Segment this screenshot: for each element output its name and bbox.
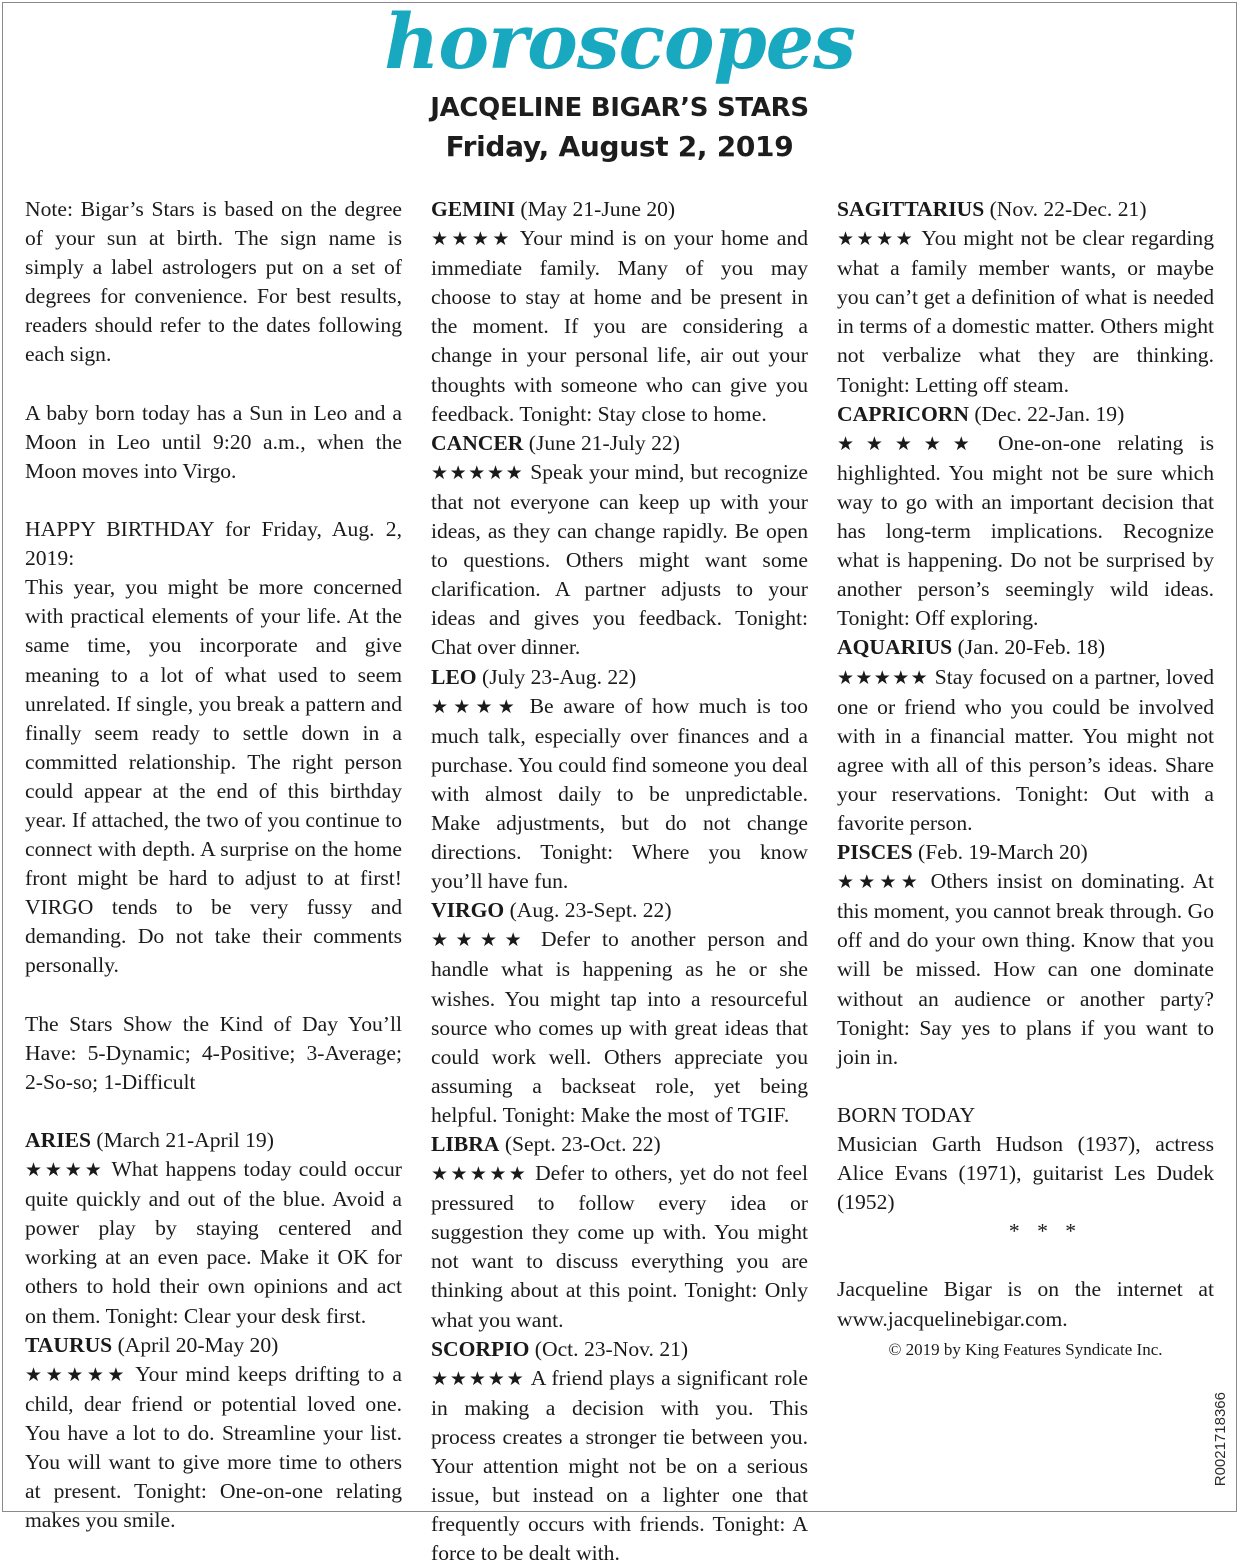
sign-name: LEO xyxy=(431,664,477,689)
sign-paragraph xyxy=(431,1335,808,1568)
sign-paragraph xyxy=(431,195,808,429)
sign-paragraph xyxy=(837,400,1214,634)
sign-name: GEMINI xyxy=(431,197,515,221)
column-date: Friday, August 2, 2019 xyxy=(445,130,794,163)
sign-name: PISCES xyxy=(837,840,913,865)
sign-name: AQUARIUS xyxy=(837,635,953,660)
star-rating: ★★★★ xyxy=(431,695,521,718)
sign-name: SCORPIO xyxy=(431,1336,530,1361)
sign-paragraph xyxy=(431,429,808,663)
born-today-heading: BORN TODAY xyxy=(837,1102,976,1127)
sign-dates: (July 23-Aug. 22) xyxy=(482,664,637,689)
birthday-text: This year, you might be more concerned with practical elements of your life. At the same time, you incorporate and give meaning to a lot of what used to seem unrelated. If single, you break a pattern and finally seem ready to settle down in a committed relationship. The right person could appear at the end of this birthday year. If attached, the two of you continue to connect with depth. A surprise on the home front might be hard to adjust to at first! VIRGO tends to be very fussy and demanding. Do not take their comments personally. xyxy=(25,575,402,978)
copyright-line: © 2019 by King Features Syndicate Inc. xyxy=(888,1339,1163,1359)
sign-text: Stay focused on a partner, loved one or friend who you could be involved with in a financial matter. You might not agree with all of this person’s ideas. Share your reservations. Tonight: Out with a favorite person. xyxy=(837,664,1215,835)
star-rating: ★★★★ xyxy=(431,929,530,952)
sign-name: SAGITTARIUS xyxy=(837,197,985,221)
sign-text: Your mind is on your home and immediate family. Many of you may choose to stay at home and be present in the moment. If you are considering a change in your personal life, air out your thoughts with someone who can give you feedback. Tonight: Stay close to home. xyxy=(431,226,808,426)
star-rating: ★★★★★ xyxy=(837,432,982,455)
sign-text: A friend plays a significant role in making a decision with you. This process creates a stronger tie between you. Your attention might not be on a serious issue, but instead on a lighter one that frequently occurs with friends. Tonight: A force to be dealt with. xyxy=(431,1365,808,1566)
sign-paragraph xyxy=(431,1130,808,1335)
sign-name: ARIES xyxy=(25,1128,92,1152)
sign-paragraph xyxy=(837,838,1214,1072)
sign-name: TAURUS xyxy=(25,1332,113,1357)
sign-dates: (Dec. 22-Jan. 19) xyxy=(974,401,1125,426)
sign-dates: (Aug. 23-Sept. 22) xyxy=(509,898,672,923)
sign-entry-gemini xyxy=(431,195,808,429)
sign-text: One-on-one relating is highlighted. You might not be sure which way to go with an important decision that has long-term implications. Recognize what is happening. Do not be surprised by another person’s seemingly wild ideas. Tonight: Off exploring. xyxy=(837,430,1215,631)
sign-entry-leo xyxy=(431,663,808,897)
masthead xyxy=(0,0,1239,166)
sign-entry-sagittarius xyxy=(837,195,1214,400)
sign-entry-virgo xyxy=(431,896,808,1130)
sign-entry-cancer xyxy=(431,429,808,663)
sign-entry-aries xyxy=(25,1126,402,1331)
sign-paragraph xyxy=(25,1331,402,1536)
sign-dates: (Jan. 20-Feb. 18) xyxy=(957,635,1106,660)
syndication-code: R0021718366 xyxy=(1212,1392,1229,1487)
sign-paragraph xyxy=(431,896,808,1130)
column-3 xyxy=(837,195,1214,1364)
sign-text: Be aware of how much is too much talk, especially over finances and a purchase. You could find someone you deal with almost daily to be unpredictable. Make adjustments, but do not change directions. Tonight: Where you know you’ll have fun. xyxy=(431,693,809,894)
sign-paragraph xyxy=(837,633,1214,838)
sign-name: CAPRICORN xyxy=(837,401,969,426)
star-rating: ★★★★★ xyxy=(25,1363,129,1386)
column-2 xyxy=(431,195,808,1568)
sign-text: Speak your mind, but recognize that not everyone can keep up with your ideas, as they can change rapidly. Be open to questions. Others might want some clarification. A partner adjusts to your ideas and gives you feedback. Tonight: Chat over dinner. xyxy=(431,459,808,660)
star-rating: ★★★★★ xyxy=(431,461,525,484)
sign-text: Others insist on dominating. At this moment, you cannot break through. Go off and do your own thing. Know that you will be missed. How can one dominate without an audience or another party? Tonight: Say yes to plans if you want to join in. xyxy=(837,869,1215,1069)
horoscopes-logo: horoscopes xyxy=(384,0,855,86)
sign-text: Defer to another person and handle what is happening as he or she wishes. You might tap into a resourceful source who comes up with great ideas that could work well. Others appreciate you assuming a backseat role, yet being helpful. Tonight: Make the most of TGIF. xyxy=(431,927,808,1127)
sign-paragraph xyxy=(431,663,808,897)
sign-name: LIBRA xyxy=(431,1132,500,1156)
intro-baby: A baby born today has a Sun in Leo and a Moon in Leo until 9:20 a.m., when the Moon moves into Virgo. xyxy=(25,400,402,483)
intro-note: Note: Bigar’s Stars is based on the degree of your sun at birth. The sign name is simply a label astrologers put on a set of degrees for convenience. For best results, readers should refer to the dates following each sign. xyxy=(25,197,402,367)
sign-dates: (Nov. 22-Dec. 21) xyxy=(989,197,1147,221)
sign-paragraph xyxy=(25,1126,402,1331)
sign-paragraph xyxy=(837,195,1214,400)
sign-entry-pisces xyxy=(837,838,1214,1072)
birthday-heading: HAPPY BIRTHDAY for Friday, Aug. 2, 2019: xyxy=(25,517,402,571)
sign-text: Defer to others, yet do not feel pressured to follow every idea or suggestion they come up with. You might not want to discuss everything you are thinking about at this point. Tonight: Only what you want. xyxy=(431,1161,808,1332)
sign-dates: (April 20-May 20) xyxy=(117,1332,279,1357)
sign-entry-taurus xyxy=(25,1331,402,1536)
sign-entry-capricorn xyxy=(837,400,1214,634)
column-byline: JACQELINE BIGAR’S STARS xyxy=(430,93,809,123)
stars-key: The Stars Show the Kind of Day You’ll Have: 5-Dynamic; 4-Positive; 3-Average; 2-So-so; 1-Difficult xyxy=(25,1011,402,1094)
sign-entry-aquarius xyxy=(837,633,1214,838)
sign-dates: (Sept. 23-Oct. 22) xyxy=(504,1132,661,1156)
sign-dates: (May 21-June 20) xyxy=(520,197,676,221)
sign-text: You might not be clear regarding what a family member wants, or maybe you can’t get a definition of what is needed in terms of a domestic matter. Others might not verbalize what they are thinking. Tonight: Letting off steam. xyxy=(837,226,1214,397)
star-rating: ★★★★ xyxy=(837,871,922,894)
sign-entry-libra xyxy=(431,1130,808,1335)
sign-text: What happens today could occur quite quickly and out of the blue. Avoid a power play by staying centered and working at an even pace. Make it OK for others to hold their own opinions and act on them. Tonight: Clear your desk first. xyxy=(25,1157,402,1328)
sign-name: CANCER xyxy=(431,430,524,455)
sign-dates: (Oct. 23-Nov. 21) xyxy=(534,1336,689,1361)
sign-entry-scorpio xyxy=(431,1335,808,1568)
born-today-text: Musician Garth Hudson (1937), actress Alice Evans (1971), guitarist Les Dudek (1952) xyxy=(837,1132,1214,1215)
column-1 xyxy=(25,195,402,1535)
star-rating: ★★★★★ xyxy=(431,1367,526,1390)
sign-dates: (March 21-April 19) xyxy=(96,1128,274,1152)
star-rating: ★★★★★ xyxy=(431,1163,529,1186)
star-rating: ★★★★ xyxy=(837,228,916,251)
sign-name: VIRGO xyxy=(431,898,505,923)
star-rating: ★★★★ xyxy=(431,228,513,251)
star-rating: ★★★★★ xyxy=(837,666,930,689)
sign-dates: (June 21-July 22) xyxy=(528,430,680,455)
sign-dates: (Feb. 19-March 20) xyxy=(918,840,1088,865)
star-rating: ★★★★ xyxy=(25,1159,105,1182)
section-divider: * * * xyxy=(1008,1219,1083,1244)
sign-text: Your mind keeps drifting to a child, dear friend or potential loved one. You have a lot to do. Streamline your list. You will want to give more time to others at present. Tonight: One-on-one relating makes you smile. xyxy=(25,1361,402,1533)
website-note: Jacqueline Bigar is on the internet at www.jacquelinebigar.com. xyxy=(837,1277,1214,1331)
